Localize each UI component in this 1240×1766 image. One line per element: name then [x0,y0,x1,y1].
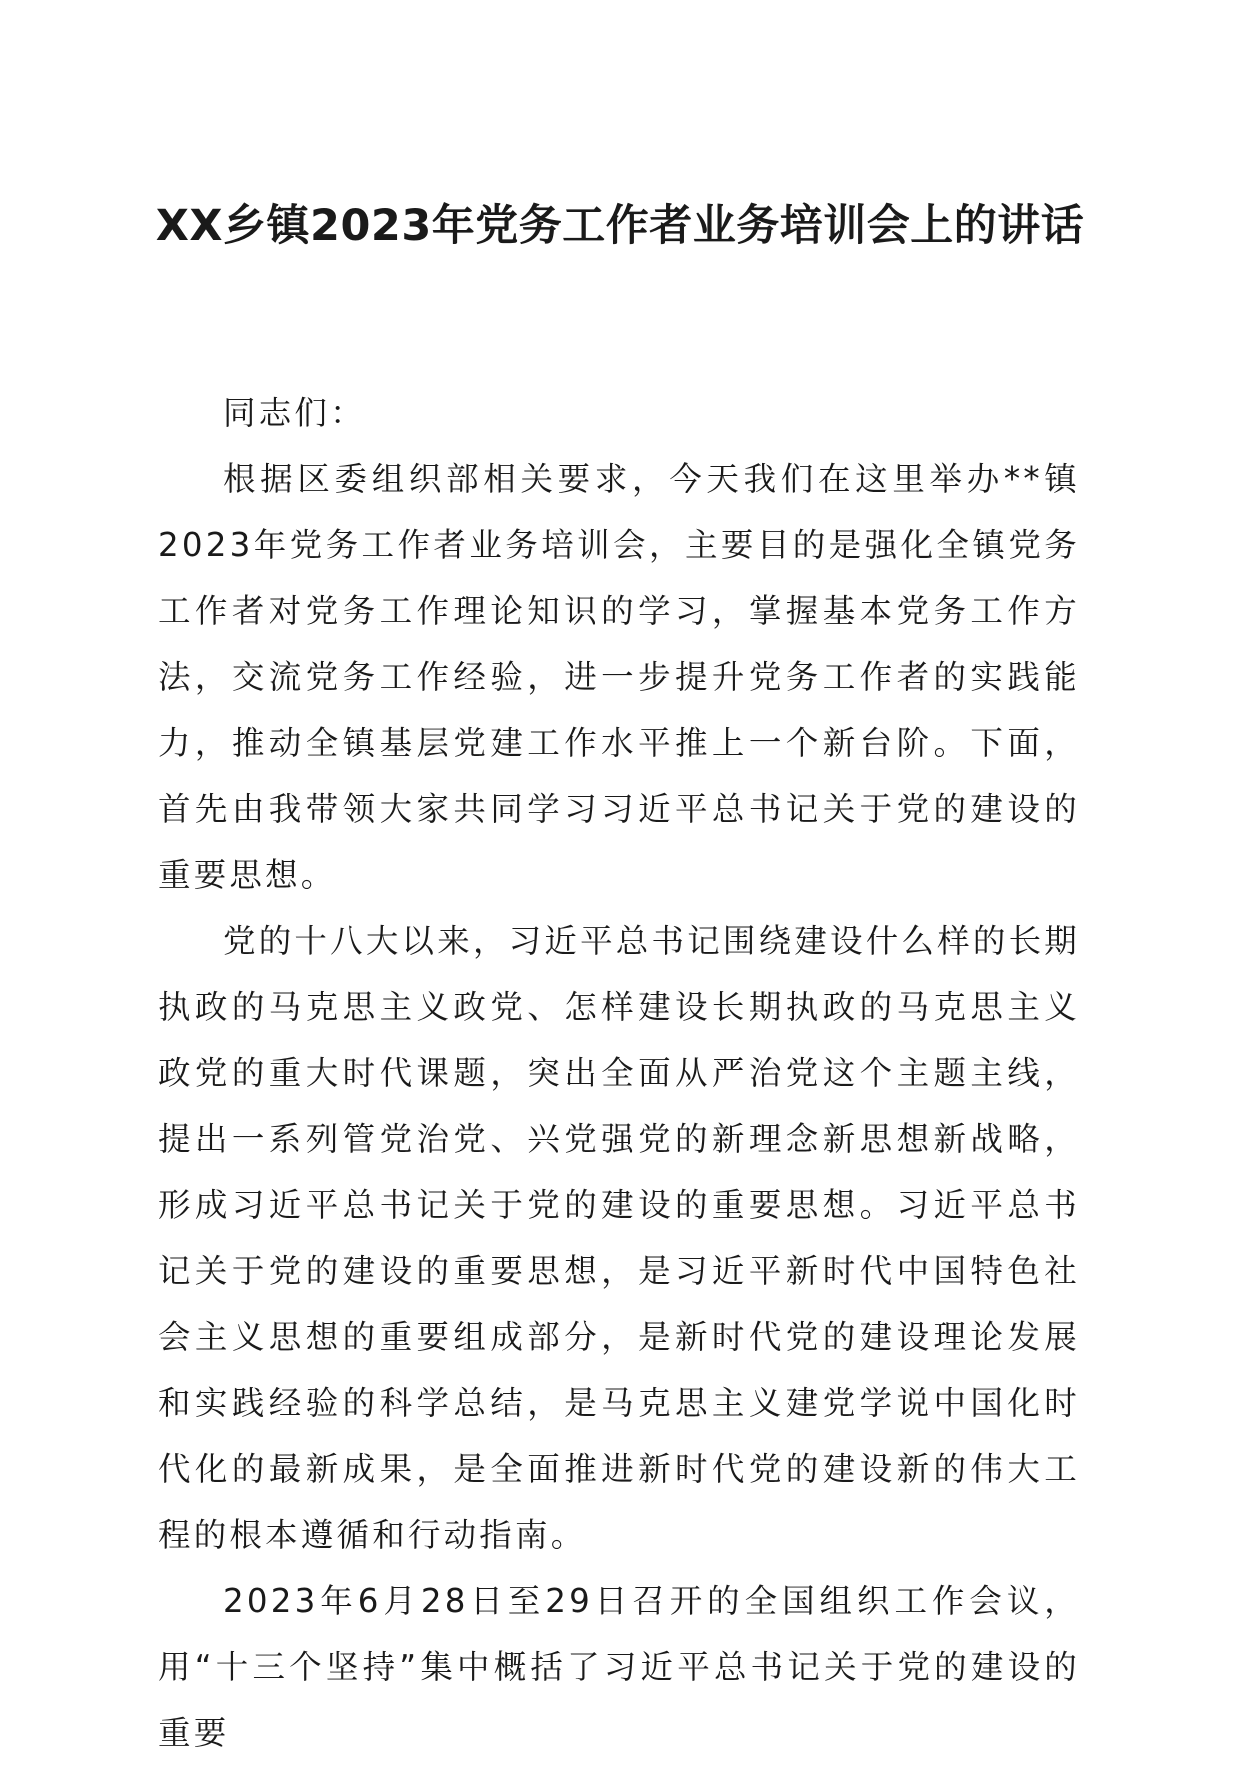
document-title: XX乡镇2023年党务工作者业务培训会上的讲话 [155,201,1085,251]
salutation: 同志们： [223,394,366,432]
paragraph: 党的十八大以来，习近平总书记围绕建设什么样的长期执政的马克思主义政党、怎样建设长期执政的马克思主义政党的重大时代课题，突出全面从严治党这个主题主线，提出一系列管党治党、兴党强党的新理念新思想新战略，形成习近平总书记关于党的建设的重要思想。习近平总书记关于党的建设的重要思想，是习近平新时代中国特色社会主义思想的重要组成部分，是新时代党的建设理论发展和实践经验的科学总结，是马克思主义建党学说中国化时代化的最新成果，是全面推进新时代党的建设新的伟大工程的根本遵循和行动指南。 [158,922,1080,1554]
document-body [158,380,1080,1766]
paragraph: 根据区委组织部相关要求，今天我们在这里举办**镇2023年党务工作者业务培训会，主要目的是强化全镇党务工作者对党务工作理论知识的学习，掌握基本党务工作方法，交流党务工作经验，进一步提升党务工作者的实践能力，推动全镇基层党建工作水平推上一个新台阶。下面，首先由我带领大家共同学习习近平总书记关于党的建设的重要思想。 [158,460,1080,894]
paragraph: 2023年6月28日至29日召开的全国组织工作会议，用“十三个坚持”集中概括了习近平总书记关于党的建设的重要 [158,1582,1080,1752]
